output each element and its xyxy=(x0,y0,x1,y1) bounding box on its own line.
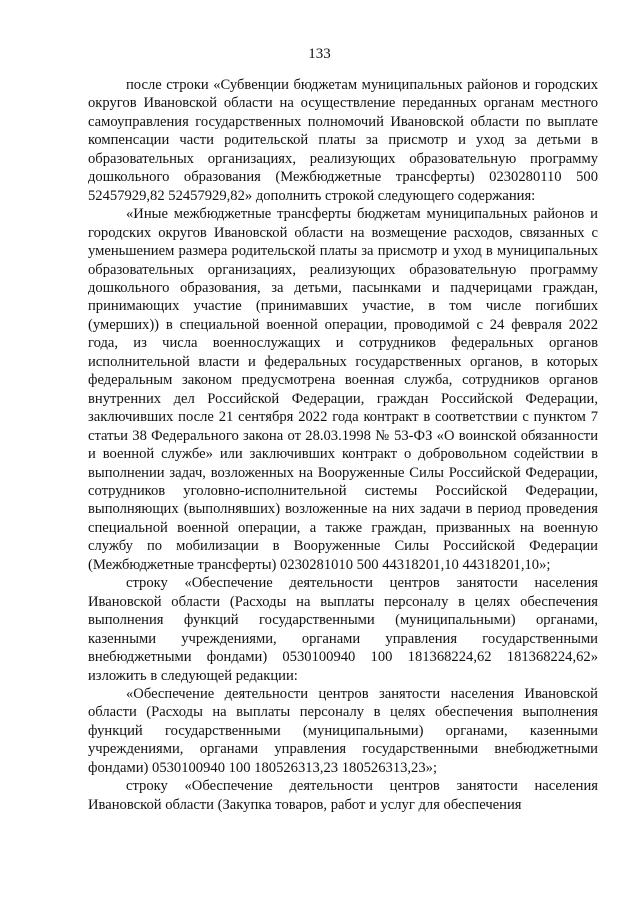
paragraph-next-line: строку «Обеспечение деятельности центров занятости населения Ивановской области (Закупка товаров, работ и услуг для обеспечения xyxy=(88,778,598,813)
paragraph-new-edition: «Обеспечение деятельности центров занятости населения Ивановской области (Расходы на выплаты персоналу в целях обеспечения выполнения функций государственными (муниципальными) органами, казенными учреждениями, органами управления государственными внебюджетными фондами) 0530100940 100 180526313,23 180526313,23»; xyxy=(88,685,598,776)
paragraph-insert-after: после строки «Субвенции бюджетам муниципальных районов и городских округов Ивановской области на осуществление переданных органам местного самоуправления государственных полномочий Ивановской области по выплате компенсации части родительской платы за присмотр и уход за детьми в образовательных организациях, реализующих образовательную программу дошкольного образования (Межбюджетные трансферты) 0230280110 500 52457929,82 52457929,82» дополнить строкой следующего содержания: xyxy=(88,77,598,204)
document-body xyxy=(88,76,598,814)
paragraph-new-line-text: «Иные межбюджетные трансферты бюджетам муниципальных районов и городских округов Ивановской области на возмещение расходов, связанных с уменьшением размера родительской платы за присмотр и уход в муниципальных образовательных организациях, реализующих образовательную программу дошкольного образования, за детьми, пасынками и падчерицами граждан, принимающих участие (принимавших участие, в том числе погибших (умерших)) в специальной военной операции, проводимой с 24 февраля 2022 года, из числа военнослужащих и сотрудников федеральных органов исполнительной власти и федеральных государственных органов, в которых федеральным законом предусмотрена военная служба, сотрудников органов внутренних дел Российской Федерации, граждан Российской Федерации, заключивших после 21 сентября 2022 года контракт в соответствии с пунктом 7 статьи 38 Федерального закона от 28.03.1998 № 53-ФЗ «О воинской обязанности и военной службе» или заключивших контракт о добровольном содействии в выполнении задач, возложенных на Вооруженные Силы Российской Федерации, сотрудников уголовно-исполнительной системы Российской Федерации, выполняющих (выполнявших) возложенные на них задачи в период проведения специальной военной операции, а также граждан, призванных на военную службу по мобилизации в Вооруженные Силы Российской Федерации (Межбюджетные трансферты) 0230281010 500 44318201,10 44318201,10»; xyxy=(88,206,598,573)
paragraph-replace-line: строку «Обеспечение деятельности центров занятости населения Ивановской области (Расходы на выплаты персоналу в целях обеспечения выполнения функций государственными (муниципальными) органами, казенными учреждениями, органами управления государственными внебюджетными фондами) 0530100940 100 181368224,62 181368224,62» изложить в следующей редакции: xyxy=(88,575,598,684)
page-number: 133 xyxy=(308,46,331,62)
